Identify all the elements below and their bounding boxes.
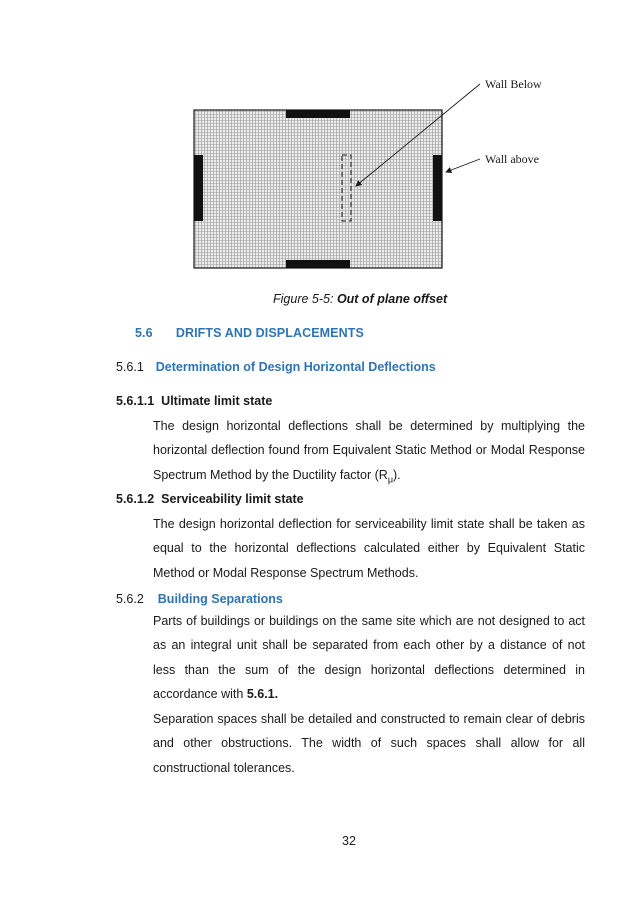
section-heading-5-6 — [135, 326, 364, 340]
page-number: 32 — [342, 834, 356, 848]
reference-5-6-1: 5.6.1. — [246, 686, 279, 701]
section-heading-5-6-1-1: 5.6.1.1 Ultimate limit state — [116, 394, 273, 408]
paragraph-building-separations-2: Separation spaces shall be detailed and constructed to remain clear of debris and other obstructions. The width of such spaces shall allow for all constructional tolerances. — [153, 712, 585, 775]
paragraph-serviceability-limit-state: The design horizontal deflection for serviceability limit state shall be taken as equal to the horizontal deflections calculated either by Equivalent Static Method or Modal Response Spectrum Methods. — [153, 517, 585, 580]
figure-caption — [273, 292, 447, 306]
paragraph-text: Parts of buildings or buildings on the same site which are not designed to act as an integral unit shall be separated from each other by a distance of not less than the sum of the design horizontal deflections determined in accordance with — [153, 614, 585, 701]
section-heading-5-6-1 — [116, 360, 436, 374]
wall-above-label: Wall above — [485, 152, 540, 166]
paragraph-building-separations-1 — [153, 609, 585, 706]
paragraph-text: The design horizontal deflections shall be determined by multiplying the horizontal deflection found from Equivalent Static Method or Modal Response Spectrum Method by the Ductility factor (R — [153, 419, 585, 482]
floor-slab — [194, 110, 442, 268]
caption-title: Out of plane offset — [336, 292, 448, 306]
section-heading-5-6-2 — [116, 592, 283, 606]
section-title: Building Separations — [157, 592, 283, 606]
mu-subscript: μ — [387, 474, 393, 485]
section-heading-5-6-1-2: 5.6.1.2 Serviceability limit state — [116, 492, 304, 506]
wall-bottom — [286, 260, 350, 268]
paragraph-text-end: ). — [393, 467, 401, 482]
wall-below-label: Wall Below — [485, 77, 542, 91]
wall-above-leader — [446, 159, 480, 172]
paragraph-ultimate-limit-state — [153, 414, 585, 491]
section-title: Determination of Design Horizontal Deflections — [155, 360, 436, 374]
section-number: 5.6.1 — [116, 360, 144, 374]
wall-top — [286, 110, 350, 118]
wall-left — [194, 155, 203, 221]
wall-right — [433, 155, 442, 221]
section-title: DRIFTS AND DISPLACEMENTS — [175, 326, 364, 340]
caption-number: Figure 5-5: — [273, 292, 334, 306]
out-of-plane-offset-figure — [0, 0, 638, 300]
section-number: 5.6.2 — [116, 592, 144, 606]
section-number: 5.6 — [135, 326, 153, 340]
